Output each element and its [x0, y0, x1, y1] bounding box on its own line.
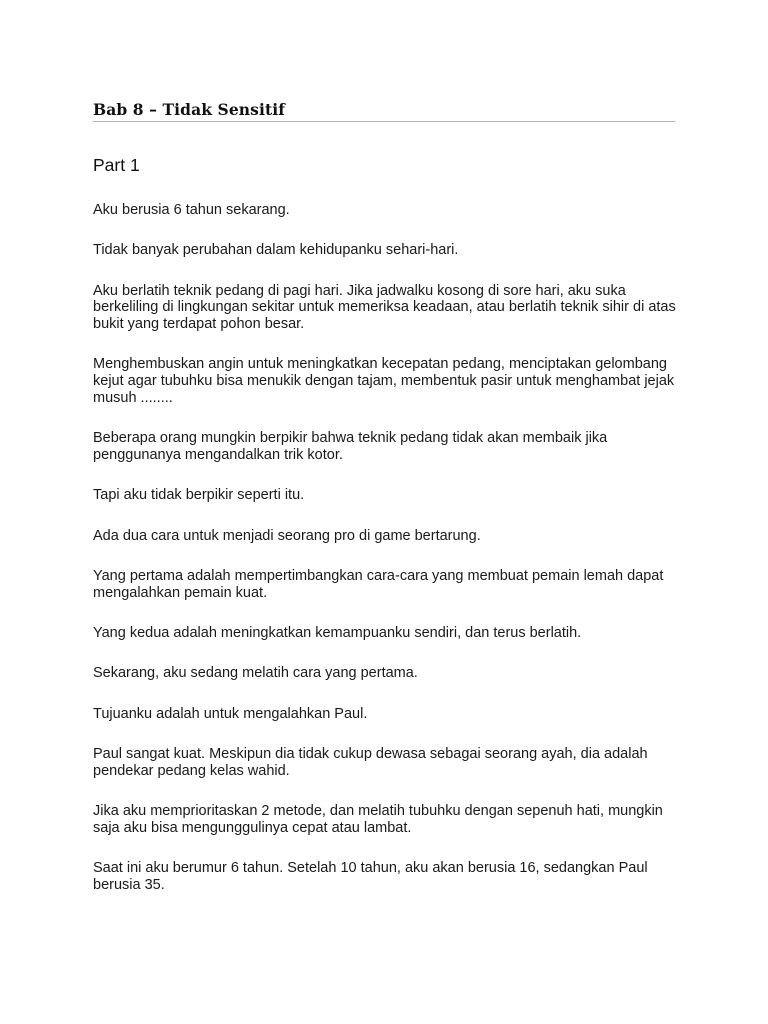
part-heading: Part 1	[93, 155, 140, 175]
paragraph: Sekarang, aku sedang melatih cara yang pertama.	[93, 665, 418, 682]
paragraph: Tujuanku adalah untuk mengalahkan Paul.	[93, 705, 368, 722]
paragraph: Beberapa orang mungkin berpikir bahwa teknik pedang tidak akan membaik jika penggunanya mengandalkan trik kotor.	[93, 430, 608, 464]
paragraph: Ada dua cara untuk menjadi seorang pro di game bertarung.	[93, 527, 481, 544]
paragraph: Saat ini aku berumur 6 tahun. Setelah 10 tahun, aku akan berusia 16, sedangkan Paul berusia 35.	[93, 860, 648, 894]
paragraph: Paul sangat kuat. Meskipun dia tidak cukup dewasa sebagai seorang ayah, dia adalah pendekar pedang kelas wahid.	[93, 746, 648, 779]
chapter-title: Bab 8 – Tidak Sensitif	[93, 100, 285, 119]
title-divider	[93, 121, 675, 122]
paragraph: Aku berusia 6 tahun sekarang.	[93, 202, 290, 218]
paragraph: Tapi aku tidak berpikir seperti itu.	[93, 487, 305, 504]
paragraph: Yang kedua adalah meningkatkan kemampuanku sendiri, dan terus berlatih.	[93, 625, 582, 642]
paragraph: Menghembuskan angin untuk meningkatkan kecepatan pedang, menciptakan gelombang kejut agar tubuhku bisa menukik dengan tajam, membentuk pasir untuk menghambat jejak musuh ........	[93, 356, 675, 407]
body-text	[93, 202, 683, 917]
paragraph: Yang pertama adalah mempertimbangkan cara-cara yang membuat pemain lemah dapat mengalahkan pemain kuat.	[93, 568, 664, 601]
paragraph: Tidak banyak perubahan dalam kehidupanku sehari-hari.	[93, 242, 459, 259]
paragraph: Aku berlatih teknik pedang di pagi hari. Jika jadwalku kosong di sore hari, aku suka berkeliling di lingkungan sekitar untuk memeriksa keadaan, atau berlatih teknik sihir di atas bukit yang terdapat pohon besar.	[93, 282, 676, 333]
paragraph: Jika aku memprioritaskan 2 metode, dan melatih tubuhku dengan sepenuh hati, mungkin saja aku bisa mengunggulinya cepat atau lambat.	[93, 803, 663, 836]
